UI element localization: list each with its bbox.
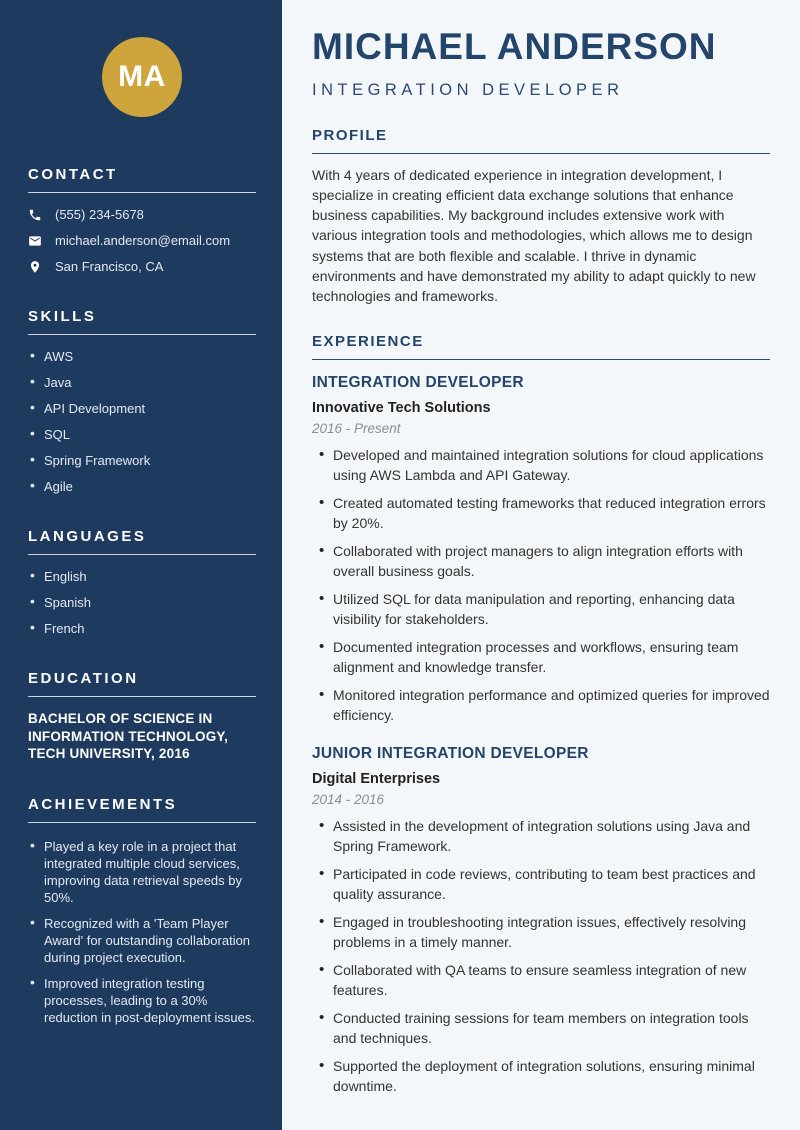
job-bullet-item: • Developed and maintained integration solutions for cloud applications using AWS Lambda and API Gateway.	[312, 446, 770, 485]
job-bullet-item: • Collaborated with QA teams to ensure seamless integration of new features.	[312, 961, 770, 1000]
avatar: MA	[102, 37, 182, 117]
candidate-role: INTEGRATION DEVELOPER	[312, 80, 624, 99]
skill-item: • Java	[28, 374, 256, 391]
experience-section	[312, 333, 770, 1096]
location-icon	[28, 260, 42, 274]
achievements-section	[28, 796, 256, 1026]
language-item: • English	[28, 568, 256, 585]
skill-item: • Spring Framework	[28, 452, 256, 469]
skills-section	[28, 308, 256, 495]
contact-item-location	[28, 258, 256, 275]
location-text: San Francisco, CA	[55, 259, 164, 274]
achievement-item: • Played a key role in a project that integrated multiple cloud services, improving data retrieval speeds by 50%.	[28, 838, 256, 906]
profile-section	[312, 127, 770, 306]
job-entry	[312, 374, 770, 725]
education-degree: BACHELOR OF SCIENCE IN INFORMATION TECHNOLOGY, TECH UNIVERSITY, 2016	[28, 711, 229, 761]
job-dates: 2014 - 2016	[312, 792, 385, 808]
languages-heading: LANGUAGES	[28, 528, 256, 555]
languages-list	[28, 568, 256, 637]
experience-heading: EXPERIENCE	[312, 333, 770, 360]
language-item: • French	[28, 620, 256, 637]
phone-icon	[28, 208, 42, 222]
job-bullet-item: • Documented integration processes and workflows, ensuring team alignment and knowledge transfer.	[312, 638, 770, 677]
job-dates: 2016 - Present	[312, 421, 401, 437]
skill-item: • API Development	[28, 400, 256, 417]
sidebar	[0, 0, 282, 1130]
achievements-heading: ACHIEVEMENTS	[28, 796, 256, 823]
profile-text: With 4 years of dedicated experience in integration development, I specialize in creating efficient data exchange solutions that enhance business capabilities. My background includes extensive work with various integration tools and methodologies, which allows me to design systems that are both flexible and scalable. I thrive in dynamic environments and have demonstrated my ability to adapt quickly to new technologies and frameworks.	[312, 166, 756, 305]
email-text: michael.anderson@email.com	[55, 233, 231, 248]
profile-heading: PROFILE	[312, 127, 770, 154]
job-company: Digital Enterprises	[312, 771, 441, 788]
skill-item: • SQL	[28, 426, 256, 443]
job-bullet-item: • Monitored integration performance and optimized queries for improved efficiency.	[312, 686, 770, 725]
job-title: JUNIOR INTEGRATION DEVELOPER	[312, 745, 589, 763]
job-bullet-item: • Conducted training sessions for team members on integration tools and techniques.	[312, 1009, 770, 1048]
education-section	[28, 670, 256, 763]
job-bullet-item: • Assisted in the development of integration solutions using Java and Spring Framework.	[312, 817, 770, 856]
job-bullet-item: • Created automated testing frameworks that reduced integration errors by 20%.	[312, 494, 770, 533]
phone-text: (555) 234-5678	[55, 207, 144, 222]
contact-item-phone	[28, 206, 256, 223]
job-bullet-item: • Utilized SQL for data manipulation and reporting, enhancing data visibility for stakeholders.	[312, 590, 770, 629]
skill-item: • AWS	[28, 348, 256, 365]
job-bullets	[312, 446, 770, 725]
job-entry	[312, 745, 770, 1096]
education-heading: EDUCATION	[28, 670, 256, 697]
job-title: INTEGRATION DEVELOPER	[312, 374, 524, 392]
skills-list	[28, 348, 256, 495]
language-item: • Spanish	[28, 594, 256, 611]
email-icon	[28, 234, 42, 248]
main-content	[282, 0, 800, 1130]
skill-item: • Agile	[28, 478, 256, 495]
contact-section	[28, 166, 256, 275]
achievement-item: • Improved integration testing processes, leading to a 30% reduction in post-deployment issues.	[28, 975, 256, 1026]
contact-item-email	[28, 232, 256, 249]
job-bullets	[312, 817, 770, 1096]
languages-section	[28, 528, 256, 637]
achievements-list	[28, 838, 256, 1026]
contact-heading: CONTACT	[28, 166, 256, 193]
job-bullet-item: • Participated in code reviews, contributing to team best practices and quality assurance.	[312, 865, 770, 904]
job-bullet-item: • Collaborated with project managers to align integration efforts with overall business goals.	[312, 542, 770, 581]
job-company: Innovative Tech Solutions	[312, 400, 491, 417]
contact-list	[28, 206, 256, 275]
candidate-name: MICHAEL ANDERSON	[312, 26, 717, 67]
job-bullet-item: • Supported the deployment of integration solutions, ensuring minimal downtime.	[312, 1057, 770, 1096]
achievement-item: • Recognized with a 'Team Player Award' for outstanding collaboration during project execution.	[28, 915, 256, 966]
jobs-container	[312, 374, 770, 1096]
skills-heading: SKILLS	[28, 308, 256, 335]
job-bullet-item: • Engaged in troubleshooting integration issues, effectively resolving problems in a timely manner.	[312, 913, 770, 952]
